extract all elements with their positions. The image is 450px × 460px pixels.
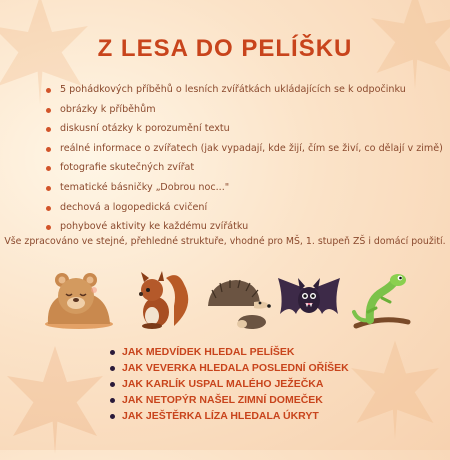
list-item [44,198,443,218]
list-item [44,217,443,237]
bullet-icon [46,186,51,191]
bullet-icon [46,88,51,93]
feature-text: diskusní otázky k porozumění textu [60,123,230,135]
page-title: Z LESA DO PELÍŠKU [97,35,353,62]
bullet-icon [110,398,115,403]
bullet-icon [110,366,115,371]
animal-illustrations [0,266,450,336]
feature-text: dechová a logopedická cvičení [60,201,208,213]
list-item [44,158,443,178]
list-item [110,408,349,424]
hedgehog-icon [202,272,272,330]
feature-text: pohybové aktivity ke každému zvířátku [60,221,249,233]
list-item [44,80,443,100]
list-item [44,100,443,120]
list-item [110,360,349,376]
squirrel-icon [130,266,194,332]
feature-list [44,80,443,237]
list-item [44,178,443,198]
bat-icon [274,268,344,332]
feature-text: reálné informace o zvířatech (jak vypadají, kde žijí, čím se živí, co dělají v zimě) [60,142,443,154]
list-item [44,119,443,139]
list-item [44,139,443,159]
story-list [110,344,349,424]
bullet-icon [46,127,51,132]
story-title: JAK KARLÍK USPAL MALÉHO JEŽEČKA [122,378,324,390]
list-item [110,376,349,392]
feature-text: 5 pohádkových příběhů o lesních zvířátkách ukládajících se k odpočinku [60,84,406,95]
feature-text: tematické básničky „Dobrou noc..." [60,181,230,193]
bullet-icon [110,382,115,387]
bullet-icon [46,225,51,230]
story-title: JAK NETOPÝR NAŠEL ZIMNÍ DOMEČEK [122,394,323,406]
bullet-icon [110,414,115,419]
bullet-icon [46,206,51,211]
leaf-decoration [340,330,450,450]
feature-text: obrázky k příběhům [60,103,156,115]
story-title: JAK VEVERKA HLEDALA POSLEDNÍ OŘÍŠEK [122,362,349,374]
summary-text: Vše zpracováno ve stejné, přehledné struktuře, vhodné pro MŠ, 1. stupeň ZŠ i domácí použití. [4,236,446,247]
bullet-icon [46,108,51,113]
list-item [110,392,349,408]
bear-icon [42,268,116,330]
list-item [110,344,349,360]
bullet-icon [110,350,115,355]
lizard-icon [352,270,412,332]
leaf-decoration [0,340,120,460]
story-title: JAK JEŠTĚRKA LÍZA HLEDALA ÚKRYT [122,410,319,422]
bullet-icon [46,166,51,171]
bullet-icon [46,147,51,152]
story-title: JAK MEDVÍDEK HLEDAL PELÍŠEK [122,346,295,358]
feature-text: fotografie skutečných zvířat [60,162,195,174]
